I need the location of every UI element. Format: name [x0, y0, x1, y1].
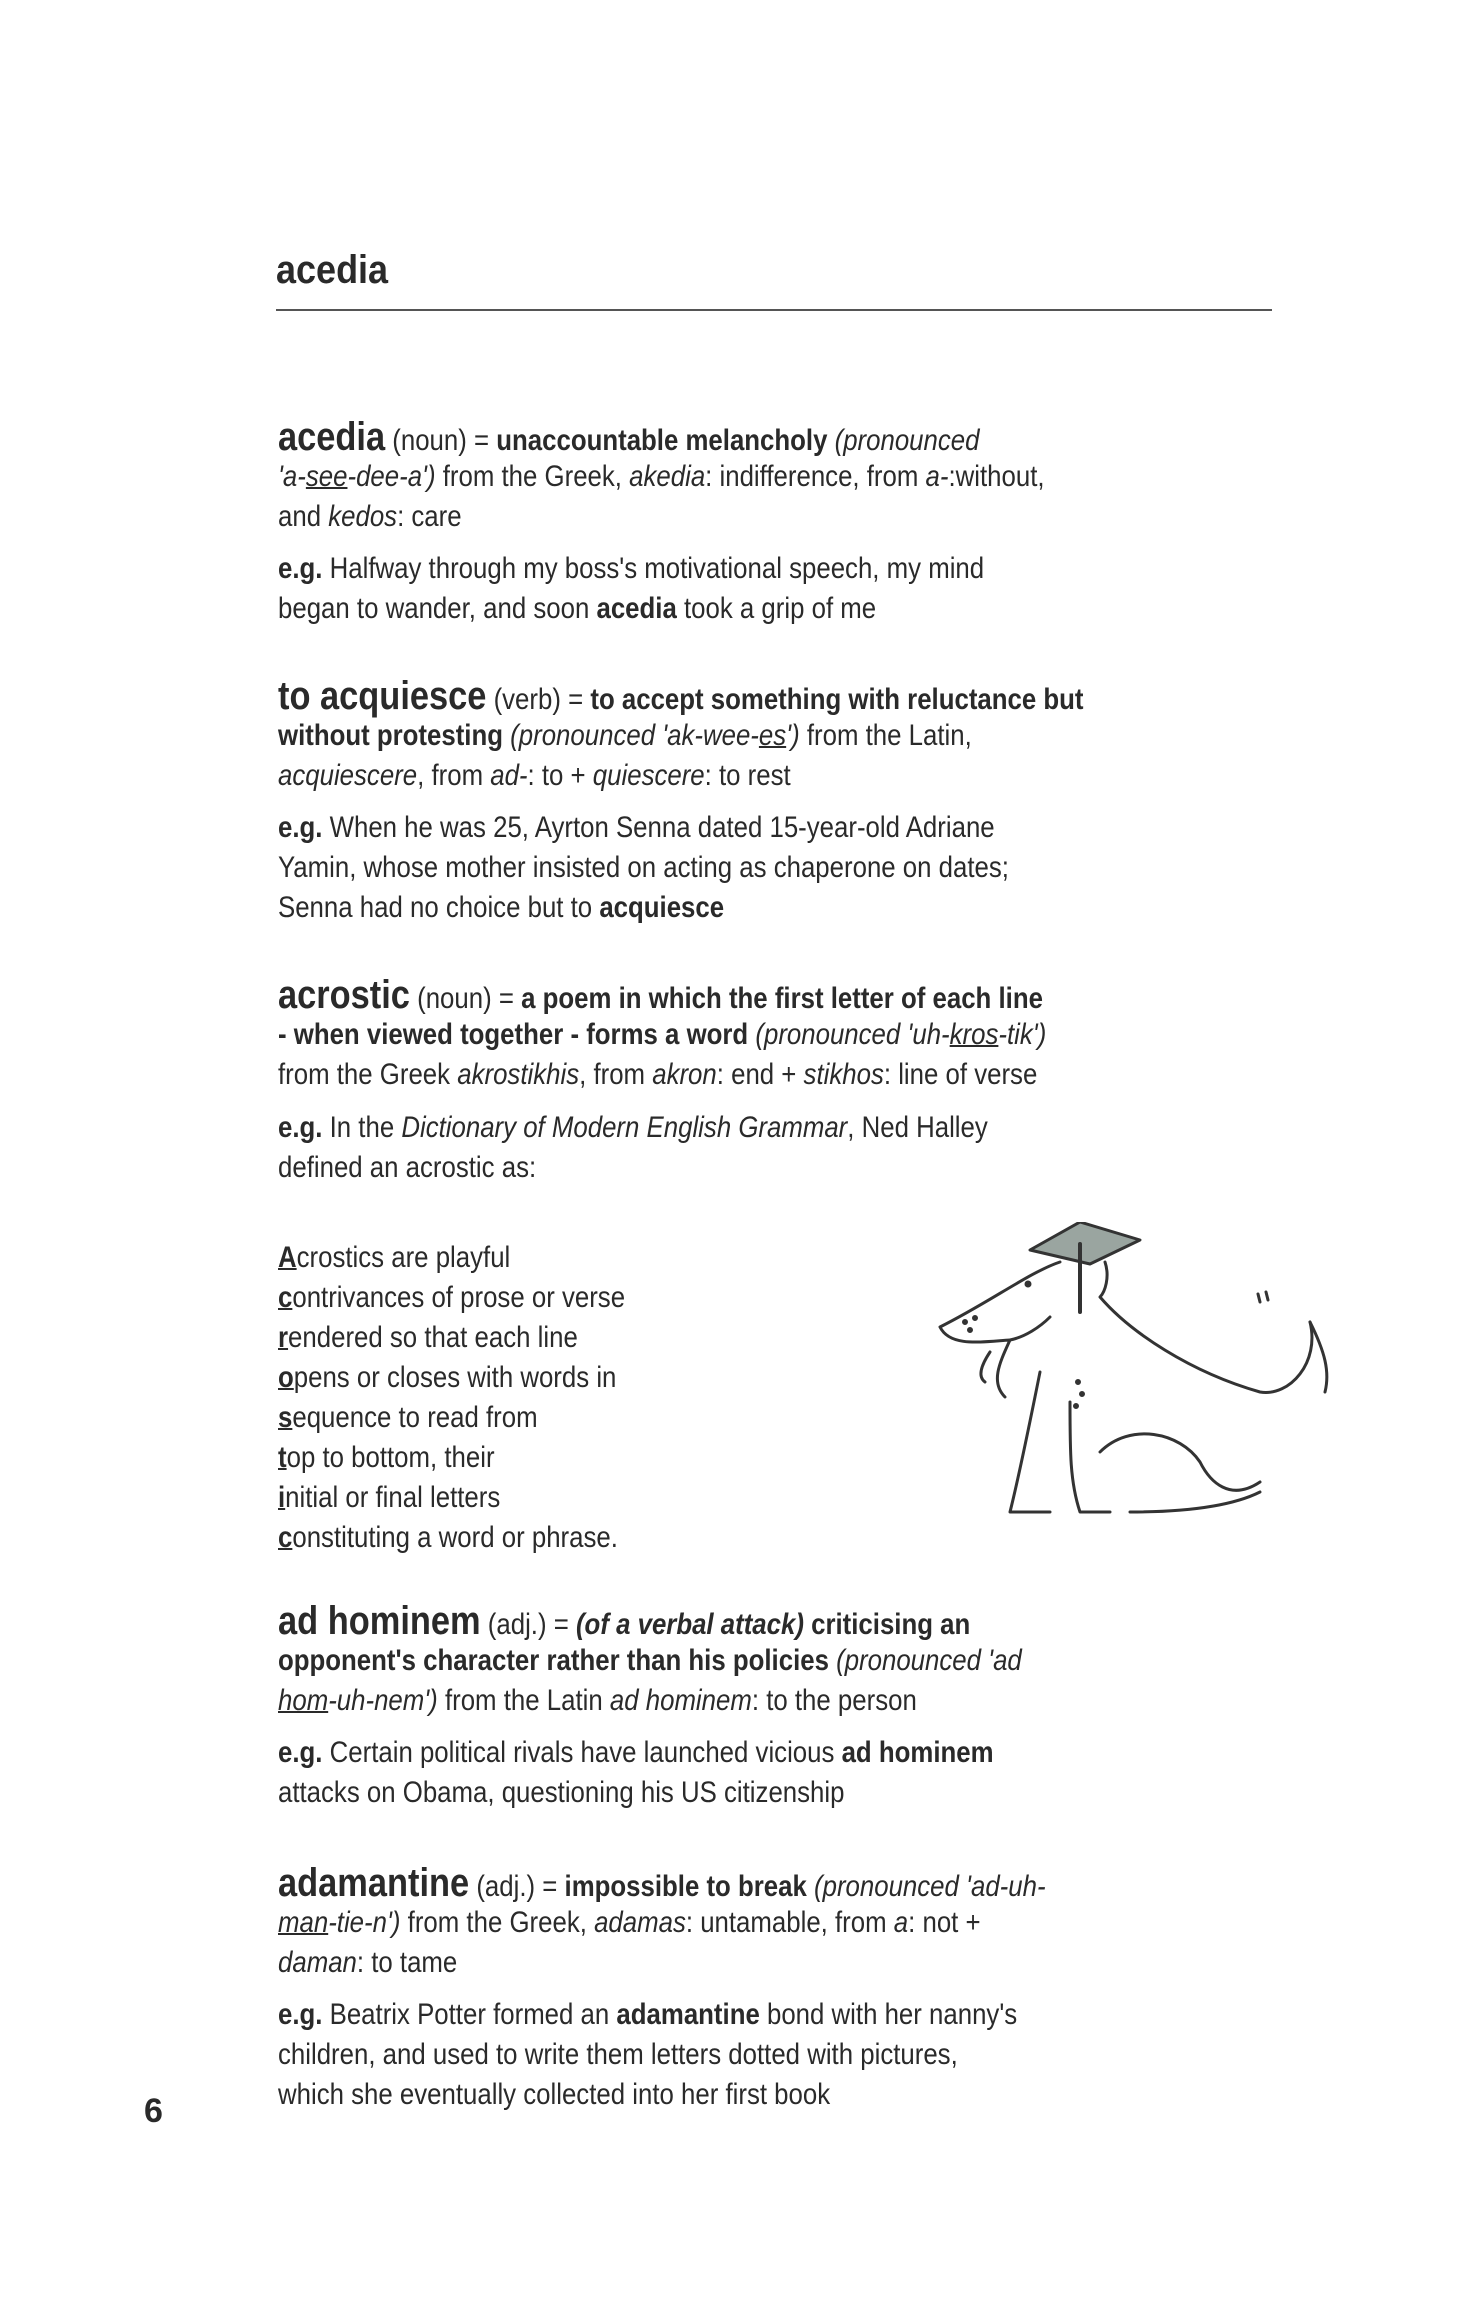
text-segment: hom — [278, 1684, 329, 1717]
text-segment: Dictionary of Modern English Grammar — [401, 1111, 848, 1144]
text-segment: adamas — [594, 1906, 686, 1939]
text-segment: opponent's character rather than his policies — [278, 1644, 829, 1677]
text-segment: : care — [397, 500, 462, 533]
text-segment: akron — [652, 1058, 717, 1091]
text-segment: - when viewed together - forms a word — [278, 1018, 749, 1051]
text-segment: from the Greek — [278, 1058, 458, 1091]
text-segment: : to the person — [751, 1684, 917, 1717]
text-line — [278, 589, 984, 629]
text-segment: pens or closes with words in — [293, 1361, 617, 1394]
text-line — [278, 417, 1045, 457]
text-segment: crostics are playful — [296, 1241, 511, 1274]
text-segment: quiescere — [592, 759, 705, 792]
text-segment: ad hominem — [841, 1736, 994, 1769]
page-number: 6 — [144, 2092, 163, 2130]
text-segment: A — [278, 1241, 297, 1274]
text-segment: e.g. — [278, 552, 323, 585]
headword: adamantine — [278, 1861, 470, 1905]
text-segment: endered so that each line — [288, 1321, 578, 1354]
text-line — [278, 1601, 1022, 1641]
text-segment: equence to read from — [292, 1401, 538, 1434]
text-segment: Certain political rivals have launched vicious — [322, 1736, 842, 1769]
headword: to acquiesce — [278, 674, 487, 718]
text-segment: defined an acrostic as: — [278, 1151, 537, 1184]
text-segment: (pronounced 'ak-wee- — [502, 719, 759, 752]
text-line — [278, 1238, 625, 1278]
text-segment: from the Latin, — [799, 719, 972, 752]
text-line — [278, 676, 1083, 716]
text-segment: (of a verbal attack) — [575, 1608, 804, 1641]
entry-acedia-example — [278, 549, 1099, 629]
text-line — [278, 549, 984, 589]
text-segment: -tie-n') — [328, 1906, 401, 1939]
entry-adamantine-definition — [278, 1863, 1171, 1983]
text-segment: impossible to break — [564, 1870, 807, 1903]
text-segment: ad hominem — [609, 1684, 752, 1717]
text-segment: s — [278, 1401, 293, 1434]
text-segment: , from — [579, 1058, 653, 1091]
text-segment: -dee-a') — [347, 460, 436, 493]
page-header-title: acedia — [276, 248, 389, 292]
text-line — [278, 1148, 988, 1188]
entry-acrostic-example — [278, 1108, 1103, 1188]
text-segment: r — [278, 1321, 289, 1354]
text-line — [278, 1995, 1017, 2035]
text-line — [278, 848, 1009, 888]
text-segment: onstituting a word or phrase. — [292, 1521, 618, 1554]
text-line — [278, 975, 1046, 1015]
text-segment: , from — [417, 759, 491, 792]
text-line — [278, 1641, 1022, 1681]
text-segment: op to bottom, their — [286, 1441, 495, 1474]
text-segment: (verb) = — [486, 683, 591, 716]
text-segment: (adj.) = — [480, 1608, 576, 1641]
text-segment: nitial or final letters — [285, 1481, 501, 1514]
text-segment: e.g. — [278, 1998, 323, 2031]
text-segment: and — [278, 500, 329, 533]
text-line — [278, 1438, 625, 1478]
text-segment: , Ned Halley — [847, 1111, 988, 1144]
text-segment: : to tame — [356, 1946, 458, 1979]
text-segment: (noun) = — [409, 982, 522, 1015]
text-segment: a — [893, 1906, 909, 1939]
text-segment: began to wander, and soon — [278, 592, 597, 625]
text-segment: (noun) = — [385, 424, 497, 457]
text-line — [278, 888, 1009, 928]
text-segment: o — [278, 1361, 294, 1394]
text-segment: without protesting — [278, 719, 503, 752]
text-line — [278, 1398, 625, 1438]
text-segment: man — [278, 1906, 329, 1939]
text-segment: Senna had no choice but to — [278, 891, 600, 924]
text-segment: (pronounced 'ad — [828, 1644, 1022, 1677]
dog-with-graduation-cap-illustration — [930, 1222, 1340, 1532]
text-segment: a poem in which the first letter of each line — [521, 982, 1043, 1015]
text-segment: :without, — [948, 460, 1045, 493]
text-segment: : line of verse — [883, 1058, 1038, 1091]
entry-acquiesce-example — [278, 808, 1128, 928]
text-line — [278, 1903, 1046, 1943]
text-segment: Halfway through my boss's motivational speech, my mind — [322, 552, 985, 585]
headword: acrostic — [278, 973, 410, 1017]
text-line — [278, 1863, 1046, 1903]
headword: ad hominem — [278, 1599, 481, 1643]
text-segment: acquiescere — [278, 759, 418, 792]
text-segment: criticising an — [803, 1608, 971, 1641]
text-segment: kedos — [328, 500, 398, 533]
text-line — [278, 1108, 988, 1148]
text-segment: took a grip of me — [676, 592, 877, 625]
text-segment: akrostikhis — [457, 1058, 580, 1091]
entry-ad-hominem-definition — [278, 1601, 1143, 1721]
text-segment: Beatrix Potter formed an — [322, 1998, 617, 2031]
text-segment: i — [278, 1481, 286, 1514]
text-segment: t — [278, 1441, 287, 1474]
text-segment: from the Greek, — [400, 1906, 595, 1939]
text-line — [278, 1943, 1046, 1983]
text-segment: see — [305, 460, 348, 493]
acrostic-poem — [278, 1238, 682, 1558]
text-segment: : to + — [527, 759, 593, 792]
text-segment: (adj.) = — [469, 1870, 565, 1903]
text-segment: : not + — [908, 1906, 981, 1939]
entry-acrostic-definition — [278, 975, 1171, 1095]
text-segment: unaccountable melancholy — [496, 424, 828, 457]
text-segment: In the — [322, 1111, 402, 1144]
text-segment: bond with her nanny's — [759, 1998, 1018, 2031]
text-segment: e.g. — [278, 1111, 323, 1144]
text-segment: stikhos — [803, 1058, 884, 1091]
text-segment: : end + — [716, 1058, 804, 1091]
text-segment: children, and used to write them letters dotted with pictures, — [278, 2038, 958, 2071]
text-segment: ad- — [490, 759, 528, 792]
text-line — [278, 2035, 1017, 2075]
text-line — [278, 1733, 994, 1773]
text-line — [278, 1518, 625, 1558]
text-segment: attacks on Obama, questioning his US citizenship — [278, 1776, 845, 1809]
text-segment: es — [758, 719, 787, 752]
text-segment: (pronounced 'uh- — [748, 1018, 950, 1051]
text-segment: -uh-nem') — [328, 1684, 438, 1717]
text-segment: 'a- — [278, 460, 306, 493]
text-line — [278, 1773, 994, 1813]
text-line — [278, 1358, 625, 1398]
text-segment: adamantine — [616, 1998, 760, 2031]
text-segment: ') — [786, 719, 800, 752]
entry-adamantine-example — [278, 1995, 1138, 2115]
text-segment: : to rest — [704, 759, 791, 792]
text-segment: c — [278, 1521, 293, 1554]
text-line — [278, 716, 1083, 756]
text-segment: c — [278, 1281, 293, 1314]
text-segment: daman — [278, 1946, 357, 1979]
text-segment: e.g. — [278, 811, 323, 844]
text-line — [278, 756, 1083, 796]
text-line — [278, 497, 1045, 537]
text-segment: (pronounced 'ad-uh- — [806, 1870, 1046, 1903]
text-line — [278, 1278, 625, 1318]
headword: acedia — [278, 415, 386, 459]
text-line — [278, 2075, 1017, 2115]
text-line — [278, 808, 1009, 848]
header-rule — [276, 309, 1272, 311]
text-line — [278, 1478, 625, 1518]
text-line — [278, 1055, 1046, 1095]
entry-acquiesce-definition — [278, 676, 1215, 796]
text-line — [278, 1015, 1046, 1055]
text-segment: kros — [949, 1018, 999, 1051]
text-segment: When he was 25, Ayrton Senna dated 15-year-old Adriane — [322, 811, 995, 844]
entry-ad-hominem-example — [278, 1733, 1110, 1813]
text-segment: which she eventually collected into her first book — [278, 2078, 831, 2111]
mortarboard-icon — [1030, 1222, 1140, 1264]
text-segment: : indifference, from — [705, 460, 926, 493]
entry-acedia-definition — [278, 417, 1169, 537]
text-line — [278, 1681, 1022, 1721]
text-segment: akedia — [629, 460, 706, 493]
text-segment: Yamin, whose mother insisted on acting as chaperone on dates; — [278, 851, 1009, 884]
text-segment: from the Latin — [437, 1684, 610, 1717]
text-segment: e.g. — [278, 1736, 323, 1769]
text-segment: (pronounced — [827, 424, 980, 457]
text-segment: -tik') — [998, 1018, 1047, 1051]
text-line — [278, 457, 1045, 497]
text-segment: ontrivances of prose or verse — [292, 1281, 626, 1314]
text-segment: from the Greek, — [435, 460, 630, 493]
text-line — [278, 1318, 625, 1358]
text-segment: : untamable, from — [685, 1906, 894, 1939]
text-segment: acedia — [596, 592, 677, 625]
text-segment: a- — [925, 460, 949, 493]
text-segment: to accept something with reluctance but — [590, 683, 1084, 716]
text-segment: acquiesce — [599, 891, 725, 924]
